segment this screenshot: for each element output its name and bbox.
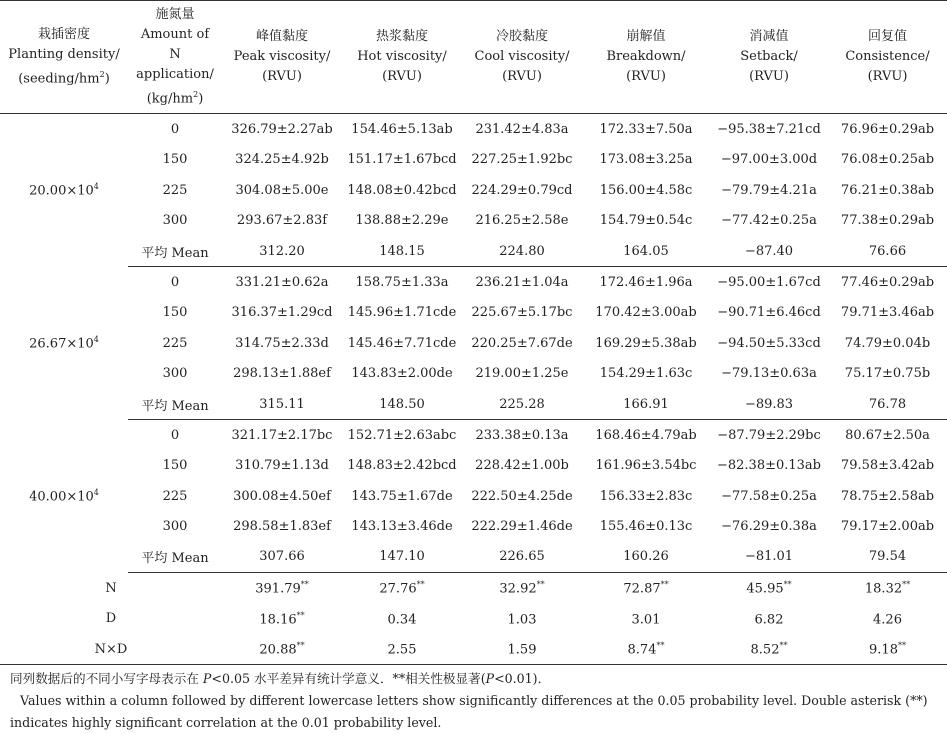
density-value: 40.00×10 [29,489,94,505]
anova-label: D [105,611,117,627]
value-cell: 76.66 [828,236,947,267]
value-cell: −94.50±5.33cd [717,335,821,351]
footnote-p: P [202,671,212,687]
value-cell: 227.25±1.92bc [471,152,573,168]
value-cell: 224.80 [462,236,582,267]
header-setback [710,1,828,114]
anova-label: N [105,580,117,596]
header-n-application [128,1,222,114]
value-cell: 148.08±0.42bcd [347,182,457,198]
value-cell: 236.21±1.04a [475,274,569,290]
value-cell: −79.79±4.21a [721,182,817,198]
table-row [0,145,947,175]
value-cell: −81.01 [710,542,828,573]
value-cell: 79.54 [828,542,947,573]
n-level-cell: 0 [170,122,180,138]
n-level-cell: 300 [162,366,188,382]
value-cell: −77.42±0.25a [721,213,817,229]
n-level-cell: 150 [162,305,188,321]
density-exponent: 4 [93,335,99,345]
significance-mark: ** [779,641,788,650]
anova-value-cell [828,573,947,604]
significance-mark: ** [783,580,792,590]
value-cell: 161.96±3.54bc [595,458,697,474]
anova-value: 8.52 [750,642,780,658]
value-cell: 298.13±1.88ef [233,366,331,382]
value-cell: 79.17±2.00ab [840,519,935,535]
value-cell: 75.17±0.75b [844,366,931,382]
value-cell: 298.58±1.83ef [233,519,331,535]
significance-mark: ** [660,580,669,590]
value-cell: −87.40 [710,236,828,267]
header-en: Consistence/ [845,49,930,65]
header-unit: (RVU) [382,69,422,85]
n-level-cell: 225 [162,335,188,351]
header-en: Amount of [140,27,210,42]
anova-value: 0.34 [387,611,417,627]
value-cell: 304.08±5.00e [235,182,329,198]
header-unit-sup: 2 [99,70,105,79]
header-peak-viscosity [222,1,342,114]
value-cell: 143.75±1.67de [351,488,453,504]
header-unit: (RVU) [262,69,302,85]
n-level-cell: 225 [162,488,188,504]
table-row [0,481,947,511]
n-level-cell: 300 [162,213,188,229]
value-cell: 148.50 [342,389,462,420]
header-en: Cool viscosity/ [474,49,570,65]
header-zh: 峰值黏度 [255,29,308,45]
n-level-cell: 150 [162,458,188,474]
anova-value: 1.03 [507,611,537,627]
anova-value: 45.95 [746,581,784,597]
value-cell: 77.38±0.29ab [840,213,935,229]
anova-value-cell [582,573,710,604]
header-consistence [828,1,947,114]
header-zh: 崩解值 [626,29,666,45]
value-cell: 166.91 [582,389,710,420]
value-cell: 222.50±4.25de [471,488,573,504]
value-cell: 222.29±1.46de [471,519,573,535]
value-cell: 143.83±2.00de [351,366,453,382]
value-cell: −79.13±0.63a [721,366,817,382]
anova-value: 3.01 [631,611,661,627]
n-level-cell: 300 [162,519,188,535]
anova-value: 6.82 [754,611,784,627]
value-cell: 76.78 [828,389,947,420]
value-cell: 151.17±1.67bcd [347,152,457,168]
anova-value-cell [222,634,342,665]
anova-value: 391.79 [255,581,301,597]
footnote-text: 同列数据后的不同小写字母表示在 [10,671,203,687]
significance-mark: ** [656,641,665,650]
value-cell: −87.79±2.29bc [717,427,821,443]
value-cell: 324.25±4.92b [235,152,329,168]
header-zh: 回复值 [867,29,907,45]
significance-mark: ** [296,641,305,650]
value-cell: 233.38±0.13a [475,427,569,443]
value-cell: 225.28 [462,389,582,420]
value-cell: 145.96±1.71cde [347,305,457,321]
anova-label: N×D [0,634,222,665]
anova-value-cell [462,573,582,604]
value-cell: 138.88±2.29e [355,213,449,229]
n-level-cell: 0 [170,274,180,290]
footnote-text: <0.05 水平差异有统计学意义．**相关性极显著( [211,671,486,687]
planting-density-cell [0,114,128,267]
header-zh: 施氮量 [155,7,195,22]
significance-mark: ** [296,610,305,620]
value-cell: −97.00±3.00d [720,152,818,168]
header-unit-sup: 2 [193,90,199,99]
value-cell: 79.58±3.42ab [840,458,935,474]
value-cell: 145.46±7.71cde [347,335,457,351]
significance-mark: ** [416,580,425,590]
value-cell: 312.20 [222,236,342,267]
value-cell: 74.79±0.04b [844,335,931,351]
anova-row [0,634,947,665]
header-en: Peak viscosity/ [233,49,331,65]
header-unit [129,85,221,109]
header-zh: 热浆黏度 [375,29,428,45]
significance-mark: ** [902,580,911,590]
footnote-en: Values within a column followed by different lowercase letters show significantly differences at the 0.05 probability level. Double asterisk (**) indicates highly significant correlation at the 0.01 probability level. [10,693,928,731]
n-level-cell: 平均 Mean [128,542,222,573]
anova-value-cell [582,604,710,634]
value-cell: 79.71±3.46ab [840,305,935,321]
header-en: Setback/ [740,49,798,65]
value-cell: 156.33±2.83c [599,488,693,504]
value-cell: 224.29±0.79cd [471,182,573,198]
anova-value-cell [222,604,342,634]
value-cell: 169.29±5.38ab [595,335,697,351]
significance-mark: ** [536,580,545,590]
planting-density-cell [0,420,128,573]
header-zh: 冷胶黏度 [495,29,548,45]
table-row [0,511,947,541]
table-body [0,114,947,665]
value-cell: −95.38±7.21cd [717,122,821,138]
header-en: N application/ [136,47,214,82]
anova-value-cell [462,604,582,634]
anova-row [0,604,947,634]
header-zh: 栽插密度 [37,27,90,42]
header-row [0,1,947,114]
anova-value: 8.74 [627,642,657,658]
anova-value-cell [582,634,710,665]
anova-value-cell [710,604,828,634]
table-row [0,358,947,388]
value-cell: 321.17±2.17bc [231,427,333,443]
header-cool-viscosity [462,1,582,114]
value-cell: −89.83 [710,389,828,420]
value-cell: −90.71±6.46cd [717,305,821,321]
mean-row [0,389,947,420]
header-en: Planting density/ [8,47,120,62]
header-hot-viscosity [342,1,462,114]
table-row [0,206,947,236]
value-cell: 300.08±4.50ef [233,488,331,504]
table-row [0,175,947,205]
value-cell: −77.58±0.25a [721,488,817,504]
anova-value: 27.76 [379,581,417,597]
header-unit: (RVU) [749,69,789,85]
anova-value: 1.59 [507,642,537,658]
value-cell: 143.13±3.46de [351,519,453,535]
anova-value-cell [828,604,947,634]
significance-mark: ** [897,641,906,650]
value-cell: 220.25±7.67de [471,335,573,351]
footnote-text: <0.01)． [494,671,551,687]
table-row [0,420,947,451]
anova-value: 4.26 [873,611,902,627]
anova-value-cell [710,573,828,604]
anova-value: 18.16 [259,611,297,627]
header-unit-close: ) [104,71,110,87]
value-cell: 310.79±1.13d [235,458,329,474]
table-row [0,328,947,358]
n-level-cell: 平均 Mean [128,236,222,267]
table-row [0,451,947,481]
header-unit: (RVU) [867,69,908,85]
header-en: Hot viscosity/ [357,49,447,65]
header-en: Breakdown/ [606,49,686,65]
value-cell: 173.08±3.25a [599,152,693,168]
mean-row [0,236,947,267]
table-row [0,114,947,145]
anova-value: 2.55 [387,642,417,658]
anova-value-cell [828,634,947,665]
n-level-cell: 150 [162,152,188,168]
anova-value-cell [222,573,342,604]
value-cell: 172.46±1.96a [599,274,693,290]
value-cell: 155.46±0.13c [599,519,693,535]
significance-mark: ** [300,580,309,590]
anova-value-cell [342,573,462,604]
footnote-zh [0,668,947,690]
value-cell: 158.75±1.33a [355,274,449,290]
anova-value: 18.32 [864,581,903,597]
value-cell: 326.79±2.27ab [231,122,333,138]
table-row [0,267,947,298]
density-exponent: 4 [93,488,99,498]
value-cell: 76.08±0.25ab [840,152,935,168]
value-cell: 172.33±7.50a [599,122,693,138]
value-cell: 152.71±2.63abc [347,427,457,443]
value-cell: 154.29±1.63c [599,366,693,382]
value-cell: 76.21±0.38ab [840,182,935,198]
density-value: 26.67×10 [29,336,94,352]
n-level-cell: 225 [162,182,188,198]
value-cell: 225.67±5.17bc [471,305,573,321]
anova-value-cell [462,634,582,665]
header-unit: (RVU) [502,69,542,85]
value-cell: 228.42±1.00b [475,458,569,474]
header-unit: (RVU) [626,69,666,85]
value-cell: 148.15 [342,236,462,267]
value-cell: −82.38±0.13ab [716,458,822,474]
value-cell: 226.65 [462,542,582,573]
value-cell: 170.42±3.00ab [595,305,697,321]
anova-value: 32.92 [499,581,537,597]
header-unit-close: ) [198,91,204,107]
value-cell: −95.00±1.67cd [717,274,821,290]
value-cell: 314.75±2.33d [235,335,329,351]
table-row [0,298,947,328]
anova-value-cell [342,634,462,665]
anova-value: 20.88 [259,642,297,658]
anova-value-cell [710,634,828,665]
density-exponent: 4 [93,182,99,192]
value-cell: 156.00±4.58c [599,182,693,198]
value-cell: 77.46±0.29ab [840,274,935,290]
n-level-cell: 平均 Mean [128,389,222,420]
value-cell: 154.46±5.13ab [351,122,453,138]
footnote-p: P [485,671,495,687]
value-cell: 164.05 [582,236,710,267]
anova-value: 72.87 [623,581,661,597]
anova-value-cell [342,604,462,634]
density-value: 20.00×10 [29,183,94,199]
n-level-cell: 0 [170,427,180,443]
value-cell: 154.79±0.54c [599,213,693,229]
value-cell: 219.00±1.25e [475,366,569,382]
header-zh: 消减值 [749,29,789,45]
value-cell: 168.46±4.79ab [595,427,697,443]
header-unit [1,65,127,89]
value-cell: 307.66 [222,542,342,573]
value-cell: 76.96±0.29ab [840,122,935,138]
header-unit-text: (kg/hm [146,91,194,107]
anova-value: 9.18 [869,642,898,658]
anova-row [0,573,947,604]
value-cell: 78.75±2.58ab [840,488,935,504]
value-cell: 315.11 [222,389,342,420]
mean-row [0,542,947,573]
value-cell: 293.67±2.83f [236,213,328,229]
value-cell: 331.21±0.62a [235,274,329,290]
value-cell: 316.37±1.29cd [231,305,333,321]
value-cell: 148.83±2.42bcd [347,458,457,474]
header-breakdown [582,1,710,114]
value-cell: 160.26 [582,542,710,573]
header-planting-density [0,1,128,114]
value-cell: 147.10 [342,542,462,573]
value-cell: 80.67±2.50a [845,427,930,443]
planting-density-cell [0,267,128,420]
value-cell: −76.29±0.38a [721,519,817,535]
value-cell: 231.42±4.83a [475,122,569,138]
value-cell: 216.25±2.58e [475,213,569,229]
header-unit-text: (seeding/hm [18,71,100,87]
